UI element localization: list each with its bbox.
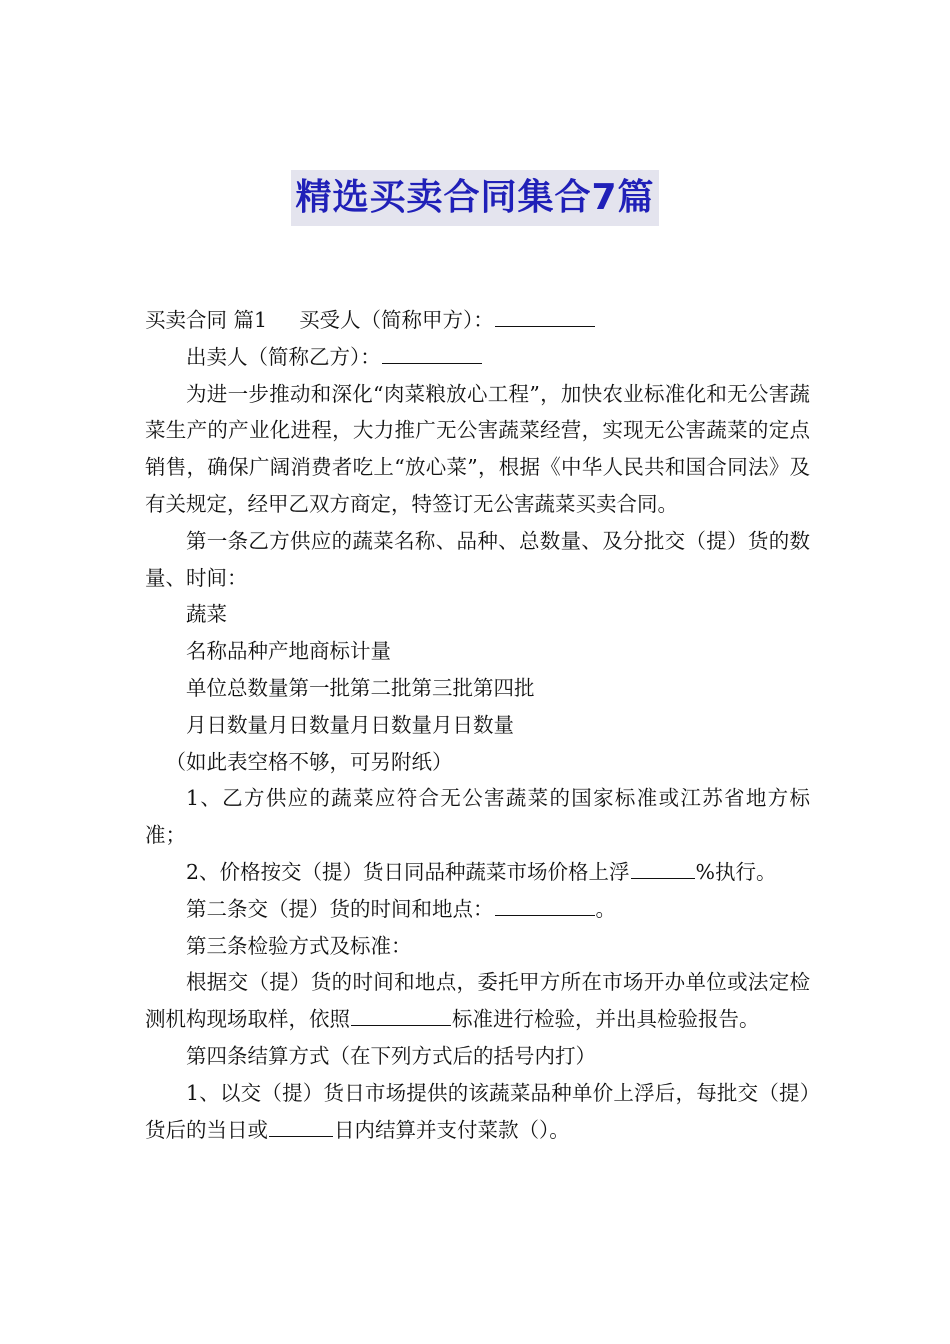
table-line-4: 月日数量月日数量月日数量月日数量 [186, 712, 514, 737]
table-line-3: 单位总数量第一批第二批第三批第四批 [186, 675, 535, 700]
document-title: 精选买卖合同集合7篇 [291, 170, 658, 226]
seller-line [145, 339, 810, 376]
article-4-item-1-text: 1、以交（提）货日市场提供的该蔬菜品种单价上浮后，每批交（提）货后的当日或 [145, 1080, 810, 1142]
article-1: 第一条乙方供应的蔬菜名称、品种、总数量、及分批交（提）货的数量、时间： [145, 528, 810, 590]
days-blank [269, 1114, 333, 1137]
article-4: 第四条结算方式（在下列方式后的括号内打） [186, 1043, 596, 1068]
article-3-body-text: 根据交（提）货的时间和地点，委托甲方所在市场开办单位或法定检测机构现场取样，依照 [145, 970, 810, 1032]
article-4-item-1 [145, 1075, 810, 1149]
price-blank [631, 856, 695, 879]
document-body [145, 302, 810, 1148]
contract-header-line [145, 302, 810, 339]
intro-paragraph: 为进一步推动和深化“肉菜粮放心工程”，加快农业标准化和无公害蔬菜生产的产业化进程，大力推广无公害蔬菜经营，实现无公害蔬菜的定点销售，确保广阔消费者吃上“放心菜”，根据《中华人民共和国合同法》及有关规定，经甲乙双方商定，特签订无公害蔬菜买卖合同。 [145, 381, 810, 516]
article-3: 第三条检验方式及标准： [186, 933, 412, 958]
item-1: 1、乙方供应的蔬菜应符合无公害蔬菜的国家标准或江苏省地方标准； [145, 786, 810, 848]
seller-blank [382, 341, 482, 364]
article-4-item-1-suffix: 日内结算并支付菜款（）。 [334, 1117, 570, 1142]
article-2-suffix: 。 [595, 896, 616, 921]
item-2-text: 2、价格按交（提）货日同品种蔬菜市场价格上浮 [186, 859, 630, 884]
title-wrap [0, 170, 950, 226]
buyer-label: 买受人（简称甲方）： [299, 308, 494, 332]
item-2 [145, 854, 810, 891]
contract-number-label: 买卖合同 篇1 [145, 308, 268, 332]
table-line-1: 蔬菜 [186, 602, 227, 627]
standard-blank [351, 1004, 451, 1027]
article-2-text: 第二条交（提）货的时间和地点： [186, 896, 494, 921]
item-2-suffix: %执行。 [695, 859, 777, 884]
article-3-body [145, 964, 810, 1038]
article-2 [145, 891, 810, 928]
table-note: （如此表空格不够，可另附纸） [165, 749, 453, 774]
time-place-blank [495, 893, 595, 916]
seller-label: 出卖人（简称乙方）： [186, 344, 381, 369]
table-line-2: 名称品种产地商标计量 [186, 639, 391, 664]
buyer-blank [495, 304, 595, 327]
article-3-body-suffix: 标准进行检验，并出具检验报告。 [452, 1007, 760, 1032]
